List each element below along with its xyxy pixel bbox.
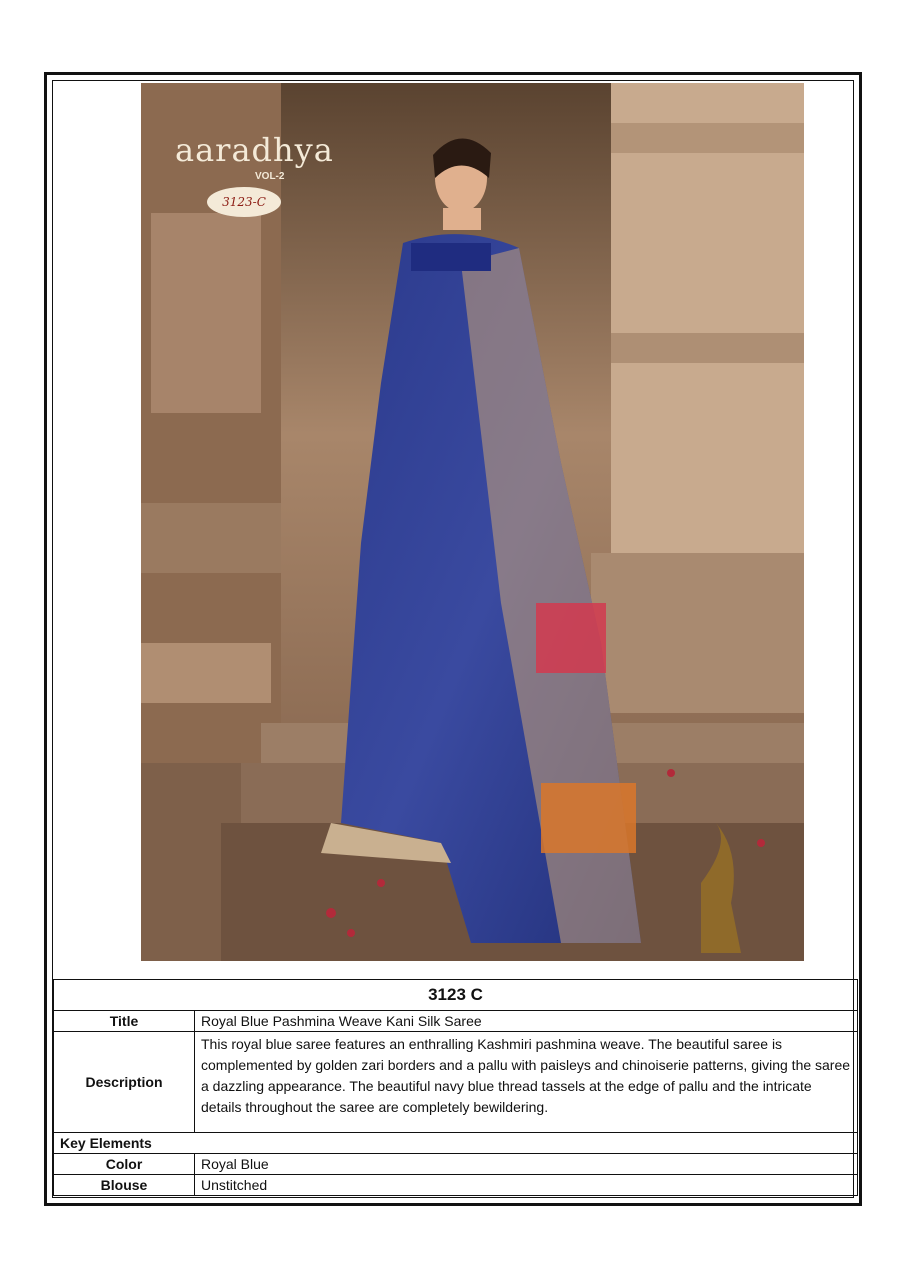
product-spec-table [53, 979, 858, 1196]
design-number-badge: 3123-C [207, 187, 281, 217]
catalog-page [44, 72, 862, 1206]
title-row [54, 1011, 858, 1032]
key-elements-row [54, 1133, 858, 1154]
blouse-value: Unstitched [195, 1175, 858, 1196]
title-label: Title [54, 1011, 195, 1032]
brand-volume: VOL-2 [255, 171, 285, 182]
blouse-row [54, 1175, 858, 1196]
blouse-label: Blouse [54, 1175, 195, 1196]
color-value: Royal Blue [195, 1154, 858, 1175]
description-value: This royal blue saree features an enthralling Kashmiri pashmina weave. The beautiful saree is complemented by golden zari borders and a pallu with paisleys and chinoiserie patterns, giving the saree a dazzling appearance. The beautiful navy blue thread tassels at the edge of pallu and the intricate details throughout the saree are completely bewildering. [195, 1032, 858, 1133]
description-row [54, 1032, 858, 1133]
key-elements-heading: Key Elements [54, 1133, 858, 1154]
catalog-inner-frame [52, 80, 854, 1198]
color-label: Color [54, 1154, 195, 1175]
description-label: Description [54, 1032, 195, 1133]
color-row [54, 1154, 858, 1175]
brand-logo-text: aaradhya [175, 131, 334, 169]
product-code: 3123 C [54, 980, 858, 1011]
product-photo [141, 83, 804, 961]
title-value: Royal Blue Pashmina Weave Kani Silk Saree [195, 1011, 858, 1032]
product-code-row [54, 980, 858, 1011]
